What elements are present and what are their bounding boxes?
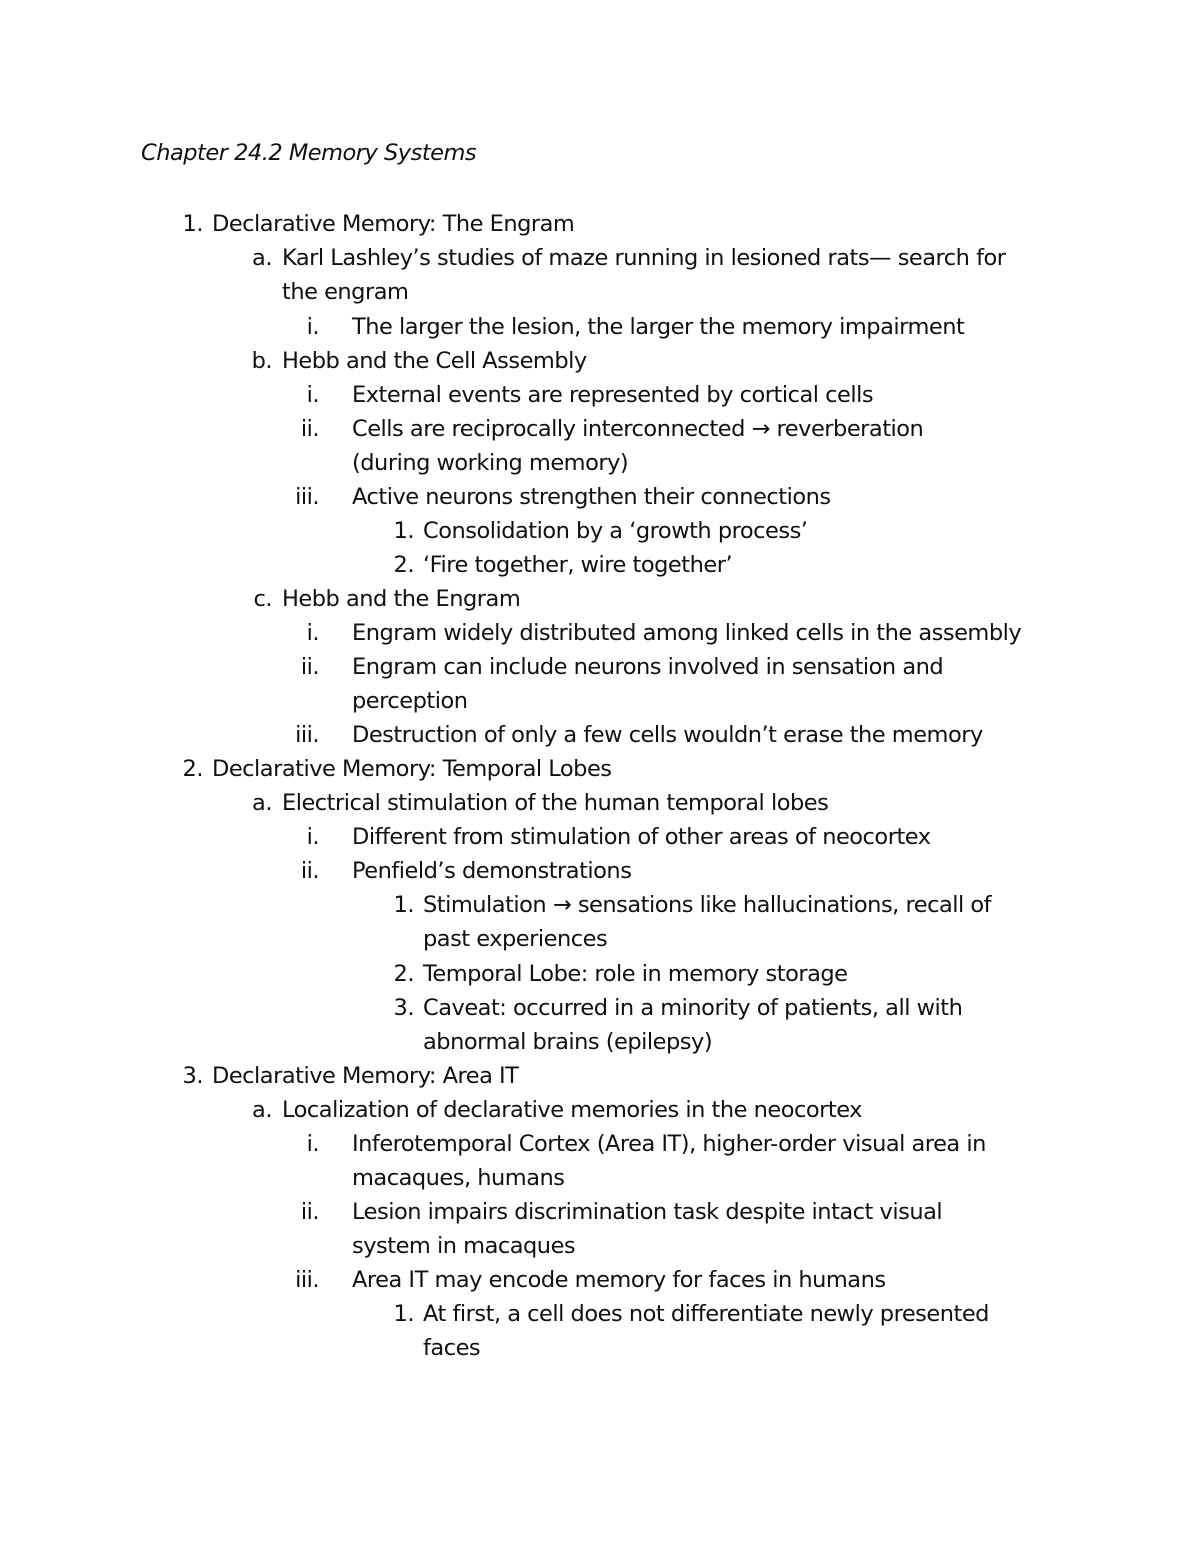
- item-text: Temporal Lobe: role in memory storage: [423, 961, 848, 987]
- item-marker: a.: [252, 1097, 272, 1123]
- item-text: Declarative Memory: Temporal Lobes: [212, 756, 612, 782]
- item-marker: iii.: [295, 1267, 319, 1293]
- item-text: Declarative Memory: The Engram: [212, 211, 575, 237]
- item-marker: i.: [306, 382, 319, 408]
- item-text: the engram: [282, 279, 409, 305]
- item-marker: ii.: [300, 654, 319, 680]
- item-marker: iii.: [295, 722, 319, 748]
- item-text: Consolidation by a ‘growth process’: [423, 518, 808, 544]
- item-text: Lesion impairs discrimination task despite intact visual: [352, 1199, 943, 1225]
- item-marker: 3.: [182, 1063, 203, 1089]
- item-marker: 1.: [393, 892, 414, 918]
- item-text: (during working memory): [352, 450, 629, 476]
- page-title: Chapter 24.2 Memory Systems: [141, 140, 477, 166]
- item-marker: a.: [252, 790, 272, 816]
- item-marker: 2.: [182, 756, 203, 782]
- item-text: system in macaques: [352, 1233, 576, 1259]
- item-marker: b.: [251, 348, 272, 374]
- item-text: Different from stimulation of other areas of neocortex: [352, 824, 931, 850]
- item-text: past experiences: [423, 926, 608, 952]
- item-marker: ii.: [300, 1199, 319, 1225]
- item-marker: ii.: [300, 416, 319, 442]
- item-marker: c.: [253, 586, 272, 612]
- item-text: Cells are reciprocally interconnected → reverberation: [352, 416, 924, 442]
- item-text: Caveat: occurred in a minority of patients, all with: [423, 995, 963, 1021]
- item-marker: i.: [306, 824, 319, 850]
- item-marker: a.: [252, 245, 272, 271]
- item-text: Hebb and the Cell Assembly: [282, 348, 587, 374]
- item-marker: 2.: [393, 552, 414, 578]
- item-text: Localization of declarative memories in the neocortex: [282, 1097, 862, 1123]
- item-marker: i.: [306, 620, 319, 646]
- item-text: faces: [423, 1335, 481, 1361]
- item-text: Inferotemporal Cortex (Area IT), higher-order visual area in: [352, 1131, 986, 1157]
- item-marker: 1.: [182, 211, 203, 237]
- item-text: macaques, humans: [352, 1165, 565, 1191]
- item-text: At first, a cell does not differentiate newly presented: [423, 1301, 989, 1327]
- item-text: Hebb and the Engram: [282, 586, 521, 612]
- item-text: Electrical stimulation of the human temporal lobes: [282, 790, 829, 816]
- item-text: abnormal brains (epilepsy): [423, 1029, 713, 1055]
- item-marker: 1.: [393, 518, 414, 544]
- item-text: Engram widely distributed among linked cells in the assembly: [352, 620, 1022, 646]
- item-text: Area IT may encode memory for faces in humans: [352, 1267, 886, 1293]
- item-text: Karl Lashley’s studies of maze running in lesioned rats— search for: [282, 245, 1006, 271]
- item-marker: i.: [306, 314, 319, 340]
- item-marker: i.: [306, 1131, 319, 1157]
- item-text: Declarative Memory: Area IT: [212, 1063, 519, 1089]
- item-text: Penfield’s demonstrations: [352, 858, 632, 884]
- item-text: perception: [352, 688, 468, 714]
- item-text: Stimulation → sensations like hallucinations, recall of: [423, 892, 992, 918]
- item-text: External events are represented by cortical cells: [352, 382, 874, 408]
- item-text: Destruction of only a few cells wouldn’t erase the memory: [352, 722, 983, 748]
- item-text: ‘Fire together, wire together’: [423, 552, 733, 578]
- item-text: Active neurons strengthen their connections: [352, 484, 831, 510]
- item-marker: 3.: [393, 995, 414, 1021]
- item-marker: 1.: [393, 1301, 414, 1327]
- item-marker: iii.: [295, 484, 319, 510]
- item-text: The larger the lesion, the larger the memory impairment: [352, 314, 965, 340]
- item-marker: 2.: [393, 961, 414, 987]
- item-marker: ii.: [300, 858, 319, 884]
- item-text: Engram can include neurons involved in sensation and: [352, 654, 944, 680]
